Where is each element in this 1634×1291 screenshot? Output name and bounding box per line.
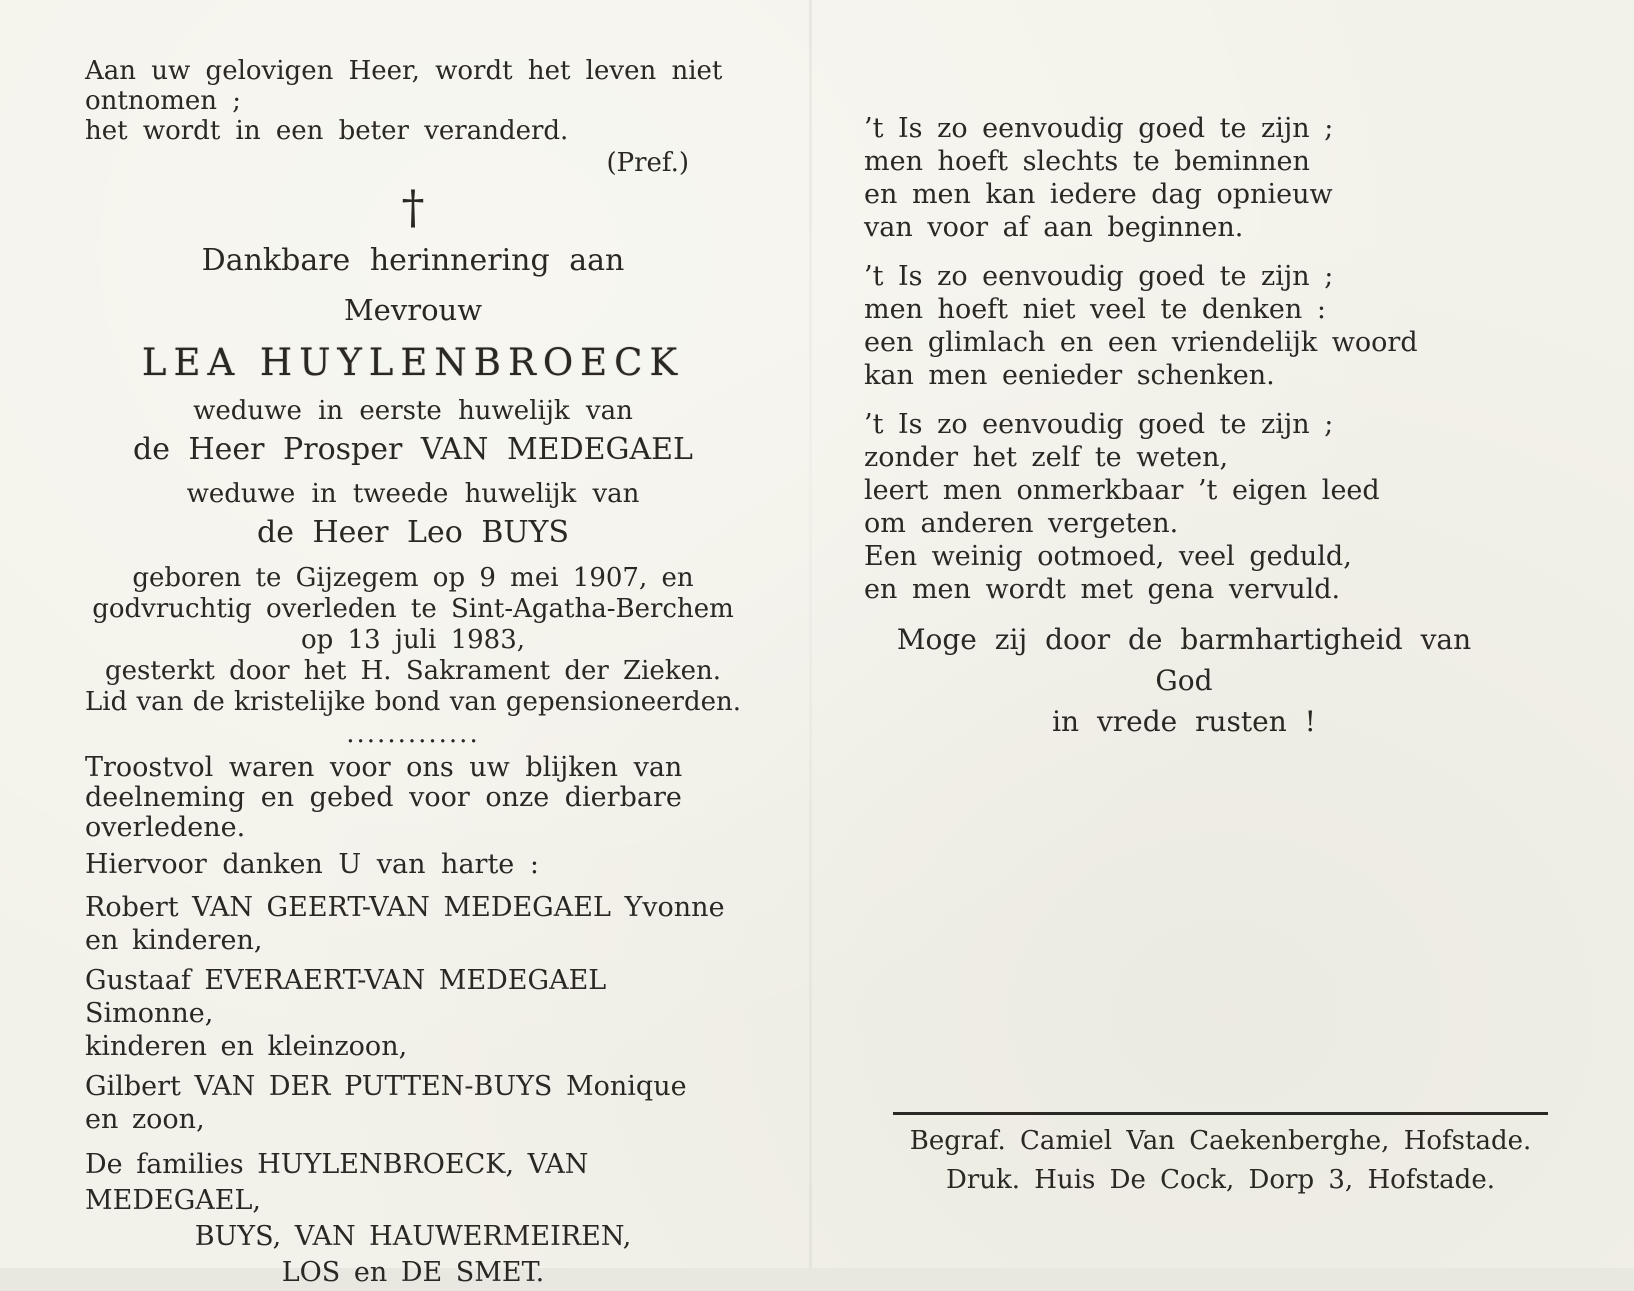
family-entry-names: Gustaaf EVERAERT-VAN MEDEGAEL Simonne, [85,965,607,1029]
quote-line: Aan uw gelovigen Heer, wordt het leven niet [85,56,723,86]
poem-line: ’t Is zo eenvoudig goed te zijn ; [864,409,1334,440]
quote-line: ontnomen ; [85,86,242,116]
cross-icon: † [401,180,425,234]
poem-line: men hoeft slechts te beminnen [864,146,1310,177]
families-closing-line: LOS en DE SMET. [281,1257,545,1288]
printer-imprint [893,1112,1548,1200]
poem [864,112,1504,606]
poem-stanza [864,260,1504,392]
poem-line: kan men eenieder schenken. [864,360,1275,391]
thanks-line: Troostvol waren voor ons uw blijken van [85,752,683,783]
poem-line: leert men onmerkbaar ’t eigen leed [864,475,1380,506]
poem-line: om anderen vergeten. [864,508,1179,539]
family-entry-names: Gilbert VAN DER PUTTEN-BUYS Monique [85,1071,687,1102]
quote-line: het wordt in een beter veranderd. [85,116,569,146]
spouse-name: de Heer Prosper VAN MEDEGAEL [133,432,693,467]
family-list [85,891,741,1136]
family-entry-suffix: kinderen en kleinzoon, [85,1031,408,1062]
poem-line: zonder het zelf te weten, [864,442,1229,473]
family-entry [85,891,741,957]
family-entry-suffix: en kinderen, [85,925,263,956]
family-entry [85,1070,741,1136]
poem-line: van voor af aan beginnen. [864,212,1244,243]
marriage-line: weduwe in eerste huwelijk van [193,396,633,426]
families-closing-line: De families HUYLENBROECK, VAN MEDEGAEL, [85,1149,589,1216]
poem-stanza [864,408,1504,606]
poem-line: en men wordt met gena vervuld. [864,574,1341,605]
fold-line [809,0,812,1268]
poem-line: ’t Is zo eenvoudig goed te zijn ; [864,261,1334,292]
opening-quote [85,56,741,146]
marriage-lines [85,396,741,550]
marriage-line: weduwe in tweede huwelijk van [186,479,640,509]
thanks-paragraph [85,753,741,880]
thanks-line: deelneming en gebed voor onze dierbare [85,782,682,813]
thanks-line: overledene. [85,812,246,843]
poem-line: Een weinig ootmoed, veel geduld, [864,541,1352,572]
families-closing-line: BUYS, VAN HAUWERMEIREN, [194,1221,632,1252]
poem-line: men hoeft niet veel te denken : [864,294,1326,325]
life-details [85,563,741,718]
spouse-name: de Heer Leo BUYS [257,515,569,550]
life-detail-line: op 13 juli 1983, [300,625,526,655]
life-detail-line: gesterkt door het H. Sakrament der Zieken. [105,656,721,686]
life-detail-line: godvruchtig overleden te Sint-Agatha-Berchem [92,594,734,624]
family-entry-names: Robert VAN GEERT-VAN MEDEGAEL Yvonne [85,892,725,923]
quote-attribution: (Pref.) [606,148,689,178]
life-detail-line: Lid van de kristelijke bond van gepensioneerden. [85,687,742,717]
remembrance-heading: Dankbare herinnering aan [201,243,625,278]
family-entry [85,964,741,1063]
poem-line: ’t Is zo eenvoudig goed te zijn ; [864,113,1334,144]
poem-line: en men kan iedere dag opnieuw [864,179,1333,210]
right-page [864,112,1504,742]
family-entry-suffix: en zoon, [85,1104,205,1135]
poem-stanza [864,112,1504,244]
printer-line: Druk. Huis De Cock, Dorp 3, Hofstade. [946,1165,1495,1195]
families-closing [85,1147,741,1291]
life-detail-line: geboren te Gijzegem op 9 mei 1907, en [132,563,694,593]
prayer-line: in vrede rusten ! [1052,705,1316,738]
title-mevrouw: Mevrouw [343,293,483,327]
undertaker-line: Begraf. Camiel Van Caekenberghe, Hofstade. [909,1126,1532,1156]
prayer-line: Moge zij door de barmhartigheid van God [896,623,1472,697]
thanks-closing: Hiervoor danken U van harte : [85,849,539,880]
closing-prayer [864,619,1504,742]
left-page [85,56,741,1291]
poem-line: een glimlach en een vriendelijk woord [864,327,1418,358]
dotted-separator: ............. [346,719,480,749]
deceased-name: LEA HUYLENBROECK [141,341,685,384]
